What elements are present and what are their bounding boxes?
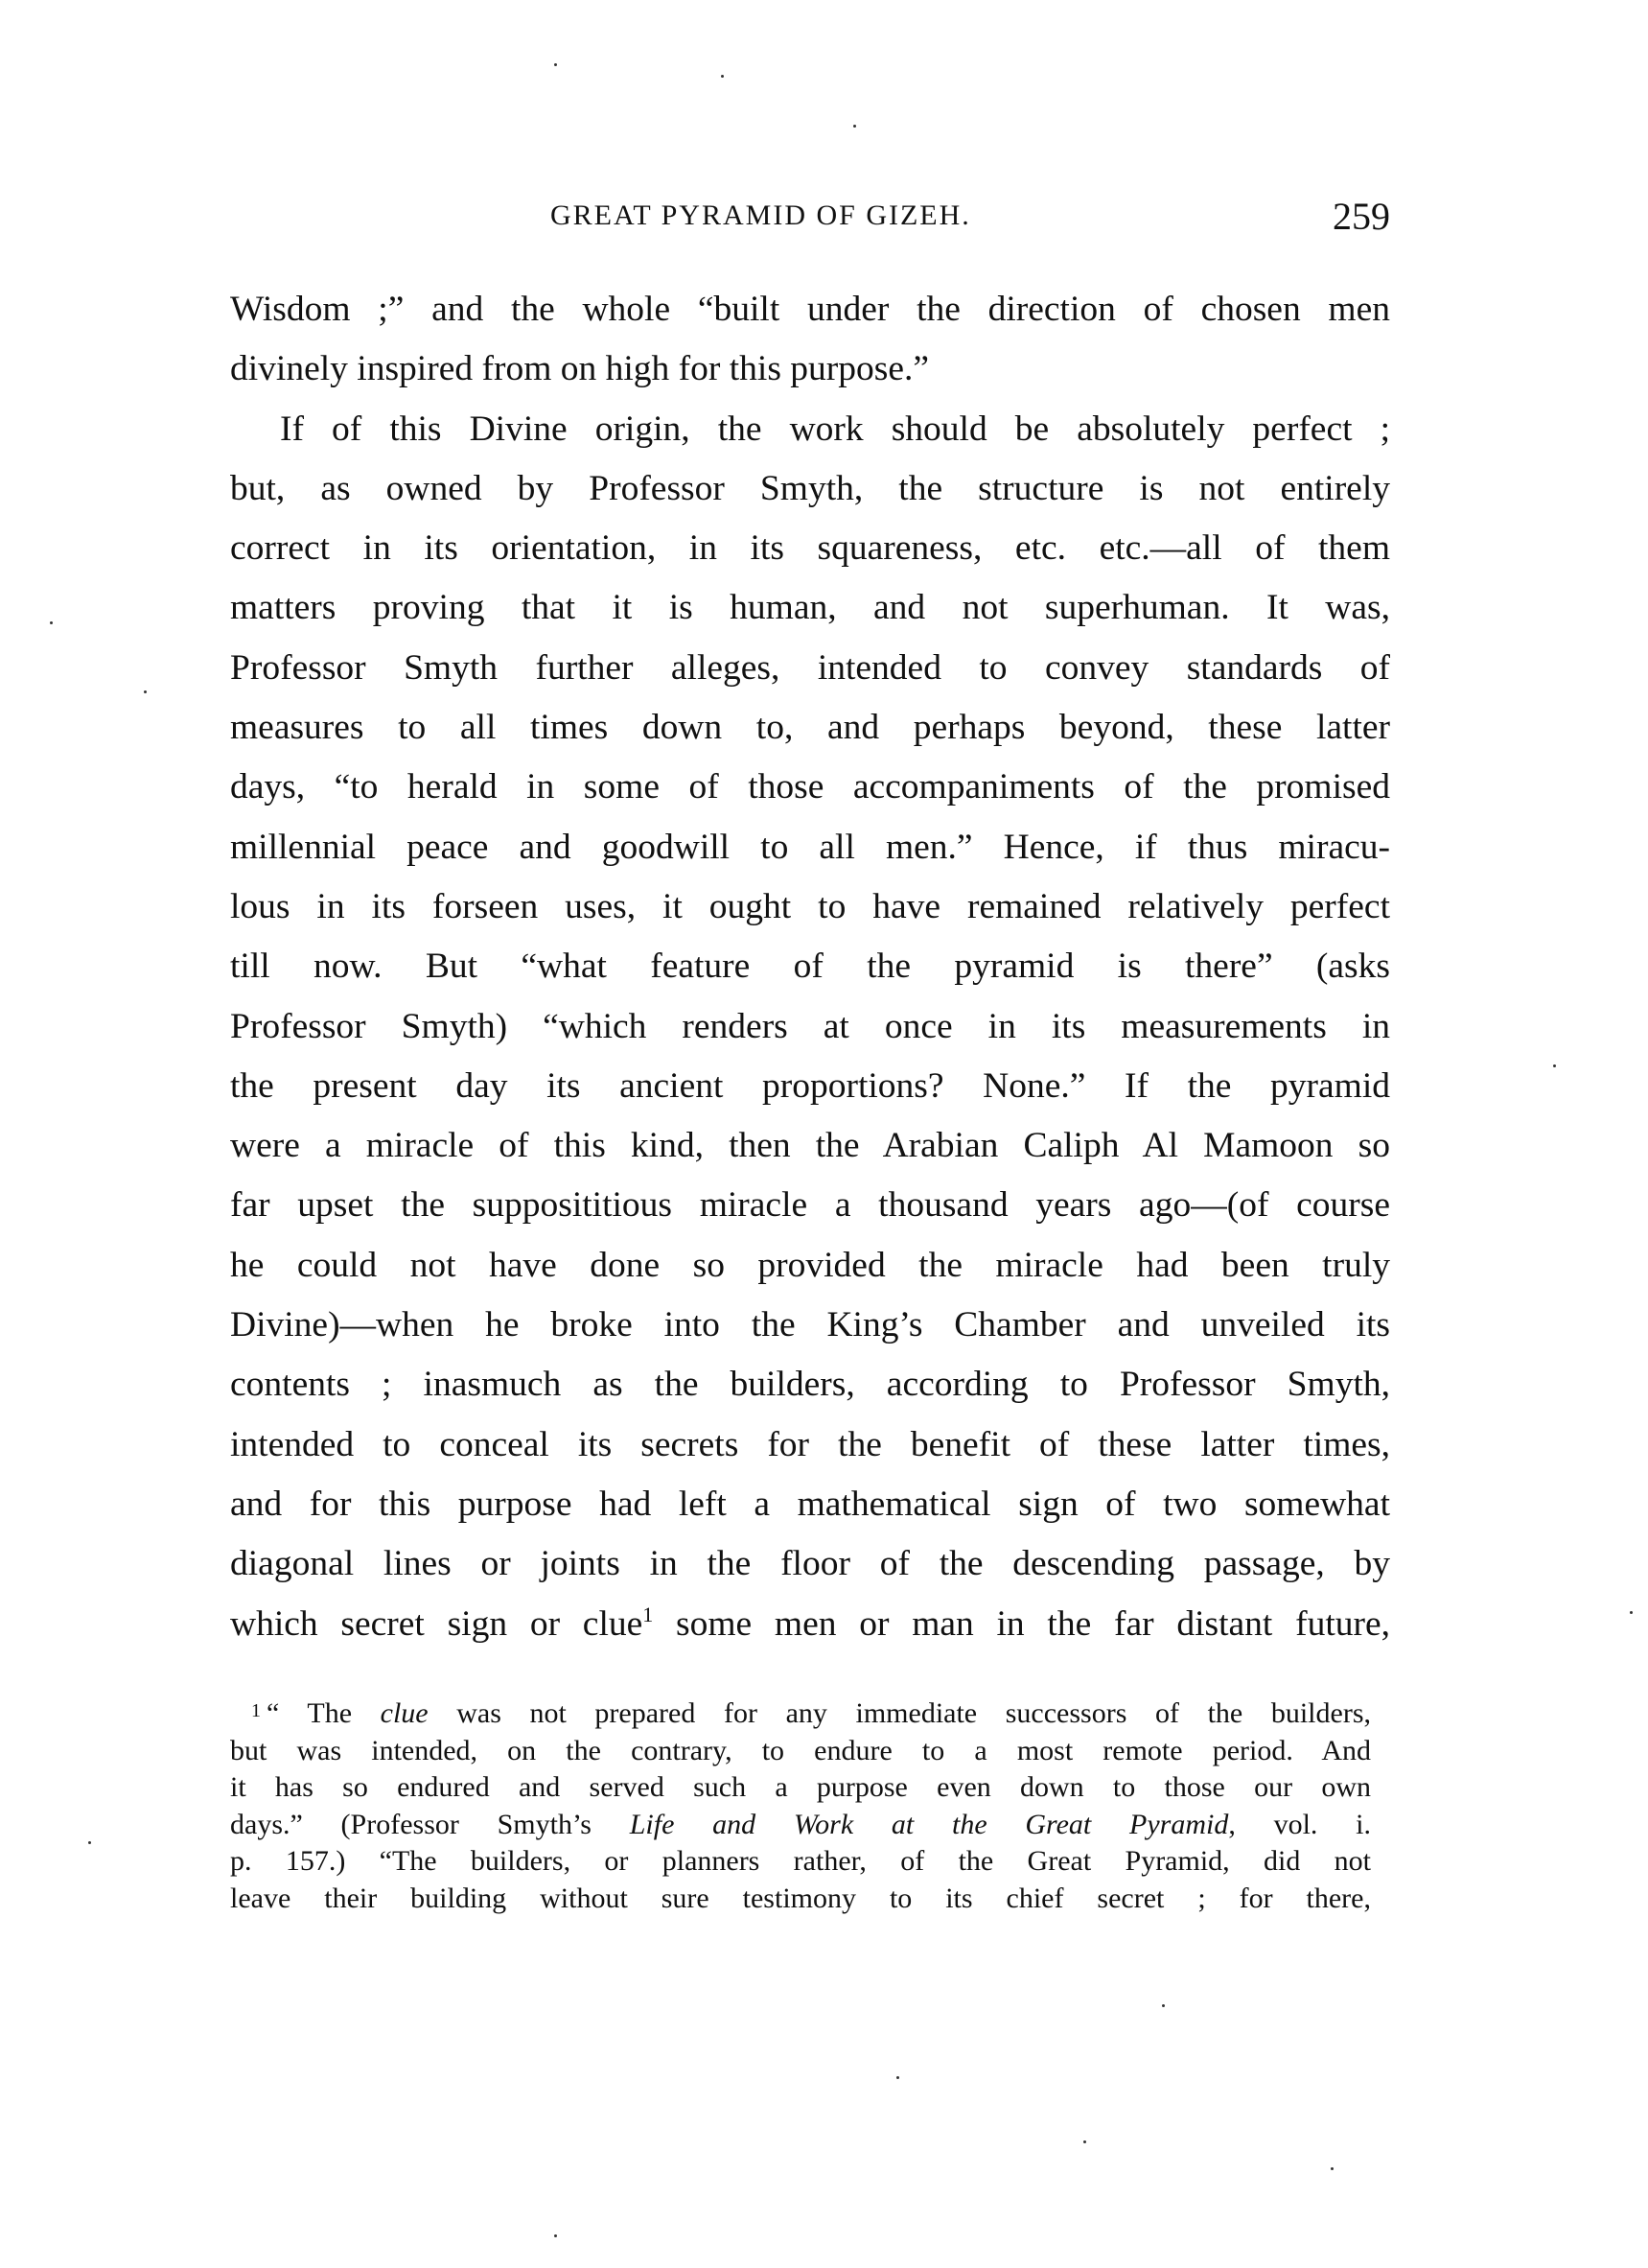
text-fragment: which secret sign or clue	[230, 1603, 643, 1644]
text-line: he could not have done so provided the miracle had been truly	[230, 1245, 1390, 1285]
book-title: Life and Work at the Great Pyramid	[629, 1808, 1229, 1840]
footnote-line: but was intended, on the contrary, to endure to a most remote period. And	[230, 1734, 1371, 1766]
scan-speck	[554, 63, 557, 66]
text-line: days, “to herald in some of those accompaniments of the promised	[230, 767, 1390, 807]
text-line: the present day its ancient proportions? None.” If the pyramid	[230, 1065, 1390, 1106]
scan-speck	[1553, 1064, 1556, 1067]
scan-speck	[1083, 2140, 1086, 2143]
footnote-line: it has so endured and served such a purpose even down to those our own	[230, 1771, 1371, 1803]
text-line: intended to conceal its secrets for the benefit of these latter times,	[230, 1424, 1390, 1464]
scan-speck	[50, 621, 53, 624]
text-fragment: “ The	[267, 1697, 381, 1729]
text-line: Professor Smyth further alleges, intended to convey standards of	[230, 647, 1390, 688]
text-line: far upset the supposititious miracle a thousand years ago—(of course	[230, 1185, 1390, 1226]
text-line: Professor Smyth) “which renders at once in its measurements in	[230, 1006, 1390, 1046]
scan-speck	[721, 75, 724, 78]
scan-speck	[88, 1841, 91, 1844]
scan-speck	[554, 2234, 557, 2237]
paragraph-start-line: If of this Divine origin, the work should be absolutely perfect ;	[280, 409, 1390, 449]
text-fragment: some men or man in the far distant future,	[653, 1603, 1390, 1644]
page-number: 259	[1333, 195, 1390, 238]
footnote-line	[230, 1807, 1371, 1844]
italic-term: clue	[380, 1697, 429, 1729]
text-line: contents ; inasmuch as the builders, according to Professor Smyth,	[230, 1365, 1390, 1405]
running-head: GREAT PYRAMID OF GIZEH.	[550, 199, 971, 231]
text-line: till now. But “what feature of the pyramid is there” (asks	[230, 947, 1390, 987]
text-line-with-footnote-ref	[230, 1595, 1390, 1654]
footnote-marker: 1	[251, 1700, 261, 1721]
body-text	[230, 280, 1390, 1654]
footnote-section	[230, 1693, 1371, 1917]
text-line: millennial peace and goodwill to all men.” Hence, if thus miracu-	[230, 827, 1390, 867]
footnote-reference[interactable]: 1	[642, 1602, 654, 1626]
text-fragment: , vol. i.	[1228, 1808, 1372, 1840]
text-line: measures to all times down to, and perhaps beyond, these latter	[230, 708, 1390, 748]
text-line: lous in its forseen uses, it ought to have remained relatively perfect	[230, 886, 1390, 926]
text-line: diagonal lines or joints in the floor of the descending passage, by	[230, 1544, 1390, 1584]
text-line: were a miracle of this kind, then the Arabian Caliph Al Mamoon so	[230, 1126, 1390, 1166]
text-line: divinely inspired from on high for this purpose.”	[230, 349, 930, 389]
text-line: but, as owned by Professor Smyth, the structure is not entirely	[230, 468, 1390, 508]
footnote-line	[230, 1693, 1371, 1733]
text-line: Wisdom ;” and the whole “built under the direction of chosen men	[230, 290, 1390, 329]
scan-speck	[1630, 1611, 1633, 1614]
footnote-line: p. 157.) “The builders, or planners rather, of the Great Pyramid, did not	[230, 1845, 1371, 1877]
text-fragment: days.” (Professor Smyth’s	[230, 1808, 630, 1840]
scan-speck	[1162, 2004, 1165, 2007]
text-line: matters proving that it is human, and not superhuman. It was,	[230, 588, 1390, 628]
footnote-line: leave their building without sure testimony to its chief secret ; for there,	[230, 1882, 1371, 1914]
text-line: and for this purpose had left a mathematical sign of two somewhat	[230, 1484, 1390, 1524]
text-fragment: was not prepared for any immediate successors of the builders,	[428, 1697, 1371, 1729]
page-header	[550, 195, 1390, 247]
scan-speck	[144, 690, 147, 693]
scan-speck	[1331, 2167, 1334, 2170]
text-line: Divine)—when he broke into the King’s Chamber and unveiled its	[230, 1305, 1390, 1345]
scan-speck	[853, 125, 856, 128]
scan-speck	[896, 2076, 899, 2079]
text-line: correct in its orientation, in its squareness, etc. etc.—all of them	[230, 528, 1390, 569]
